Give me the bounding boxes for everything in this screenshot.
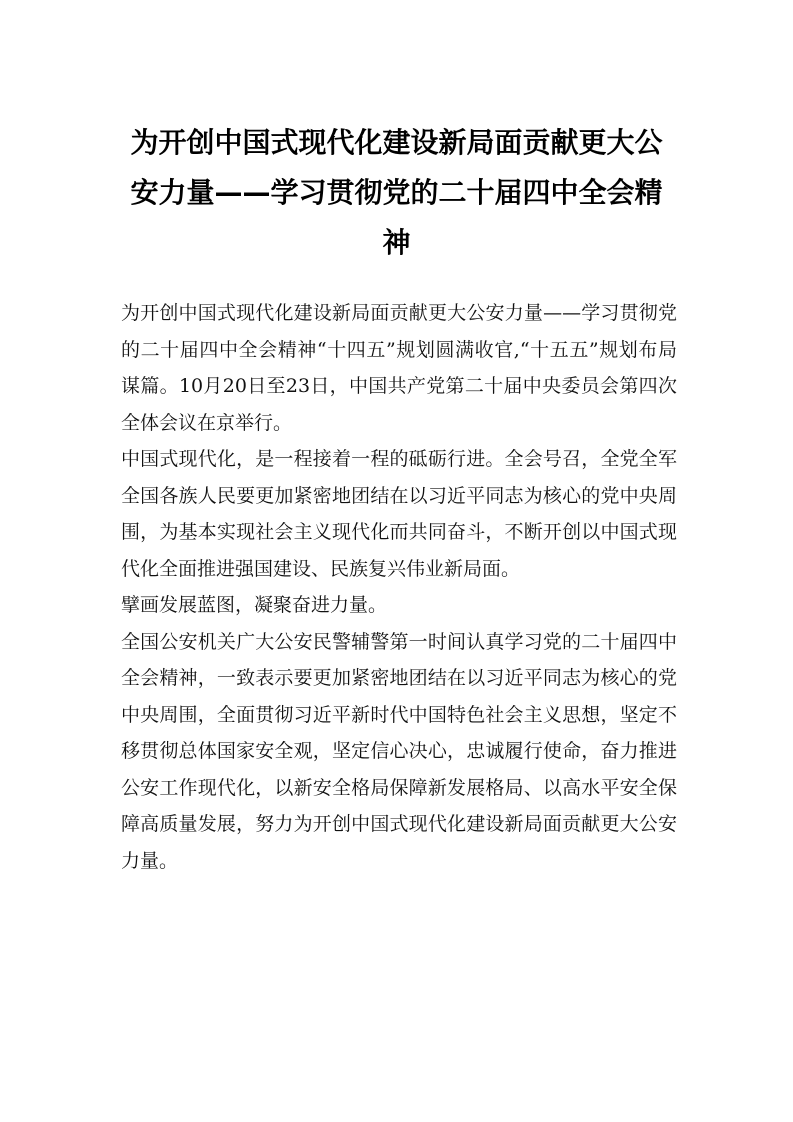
paragraph-3: 擘画发展蓝图，凝聚奋进力量。 bbox=[121, 594, 388, 616]
paragraph-4: 全国公安机关广大公安民警辅警第一时间认真学习党的二十届四中全会精神，一致表示要更加紧密地团结在以习近平同志为核心的党中央周围，全面贯彻习近平新时代中国特色社会主义思想，坚定不移贯彻总体国家安全观，坚定信心决心，忠诚履行使命，奋力推进公安工作现代化，以新安全格局保障新发展格局、以高水平安全保障高质量发展，努力为开创中国式现代化建设新局面贡献更大公安力量。 bbox=[121, 630, 677, 872]
document-title: 为开创中国式现代化建设新局面贡献更大公安力量——学习贯彻党的二十届四中全会精神 bbox=[130, 126, 663, 259]
paragraph-2: 中国式现代化，是一程接着一程的砥砺行进。全会号召，全党全军全国各族人民要更加紧密地团结在以习近平同志为核心的党中央周围，为基本实现社会主义现代化而共同奋斗，不断开创以中国式现代化全面推进强国建设、民族复兴伟业新局面。 bbox=[121, 448, 677, 580]
document-body bbox=[121, 295, 677, 879]
paragraph-1: 为开创中国式现代化建设新局面贡献更大公安力量——学习贯彻党的二十届四中全会精神“十四五”规划圆满收官,“十五五”规划布局谋篇。10月20日至23日，中国共产党第二十届中央委员会第四次全体会议在京举行。 bbox=[121, 302, 677, 434]
